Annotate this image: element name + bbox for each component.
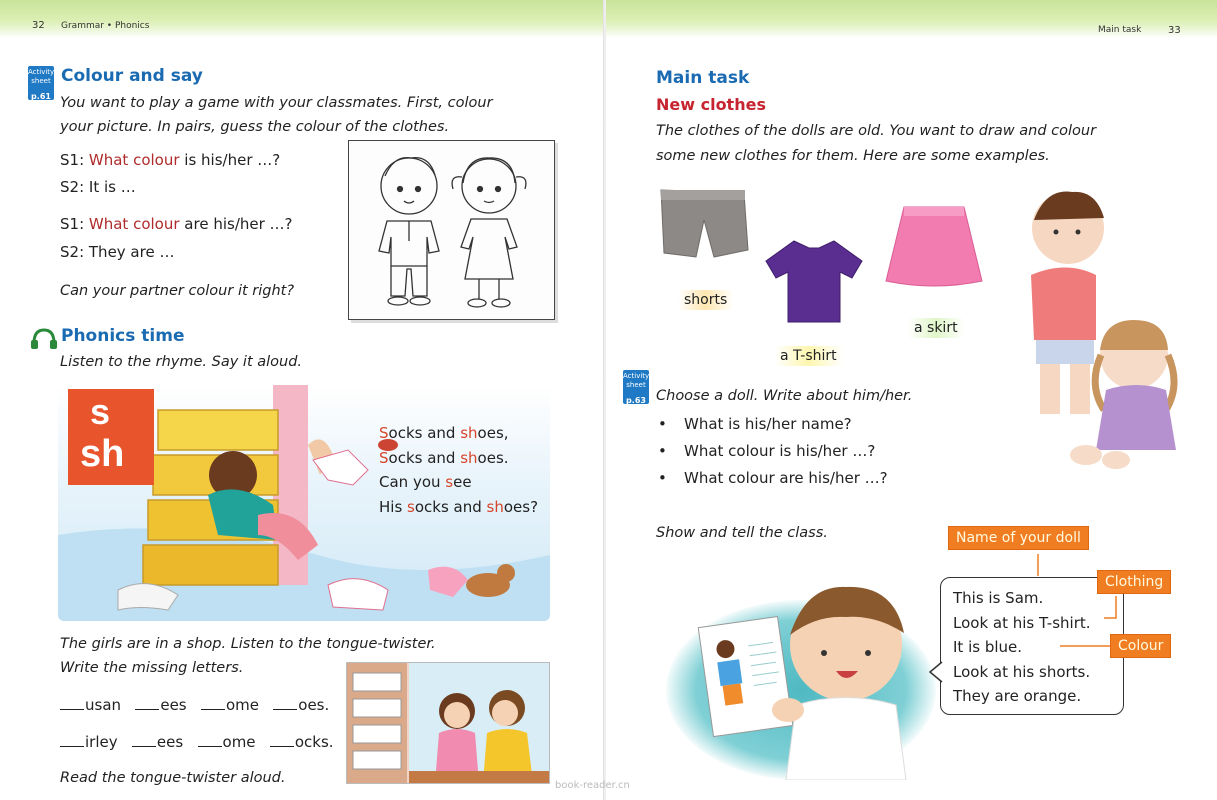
speech-line-1: This is Sam.: [953, 589, 1044, 607]
question-list: [656, 411, 888, 492]
tag-colour: Colour: [1110, 634, 1171, 658]
tongue-twister-instruction-2: Write the missing letters.: [60, 660, 244, 676]
main-task-instruction-1: The clothes of the dolls are old. You want to draw and colour: [656, 123, 1097, 139]
speaker-label: S1:: [60, 151, 85, 169]
right-page-number: 33: [1168, 25, 1181, 36]
skirt-icon: [884, 203, 984, 288]
shorts-label: shorts: [678, 290, 733, 310]
speaker-label: S2:: [60, 243, 85, 261]
right-section-label: Main task: [1098, 25, 1142, 35]
colouring-picture: [348, 140, 555, 320]
speech-bubble-tail: [928, 660, 944, 684]
headphones-icon: [30, 327, 58, 349]
badge-page-text: p.63: [626, 396, 646, 405]
question-item: • What colour are his/her …?: [656, 465, 888, 492]
dialogue-highlight: What colour: [88, 151, 180, 169]
rhyme-line-4: His socks and shoes?: [379, 497, 539, 516]
blank-input[interactable]: [273, 709, 297, 710]
main-task-subtitle: New clothes: [656, 95, 766, 114]
colour-and-say-question: Can your partner colour it right?: [60, 283, 295, 299]
right-page: [606, 0, 1217, 800]
tongue-twister-final: Read the tongue-twister aloud.: [60, 770, 286, 786]
left-page: [0, 0, 604, 800]
speech-line-3: It is blue.: [953, 638, 1023, 656]
speech-line-4: Look at his shorts.: [953, 662, 1091, 681]
left-section-label: Grammar • Phonics: [61, 21, 150, 31]
rhyme-line-2: Socks and shoes.: [379, 448, 509, 467]
tag-clothing: Clothing: [1097, 570, 1171, 594]
blank-input[interactable]: [60, 746, 84, 747]
left-page-number: 32: [32, 20, 45, 31]
phonics-time-instruction: Listen to the rhyme. Say it aloud.: [60, 354, 303, 370]
blank-input[interactable]: [270, 746, 294, 747]
activity-sheet-badge-2: [623, 370, 649, 404]
dialogue-line-3: [60, 215, 293, 233]
show-tell-instruction: Show and tell the class.: [656, 525, 828, 541]
watermark: book-reader.cn: [555, 780, 630, 791]
question-item: • What colour is his/her …?: [656, 438, 888, 465]
choose-doll-instruction: Choose a doll. Write about him/her.: [656, 388, 913, 404]
tshirt-label: a T-shirt: [774, 346, 843, 366]
phonics-letter-card: [68, 389, 154, 485]
dialogue-rest: They are …: [84, 243, 175, 261]
blank-input[interactable]: [132, 746, 156, 747]
badge-page-text: p.61: [31, 92, 51, 101]
badge-top-text: Activity sheet: [623, 372, 650, 389]
left-header-band: [0, 0, 604, 38]
tshirt-icon: [764, 236, 864, 326]
activity-sheet-badge: [28, 66, 54, 100]
dialogue-rest: are his/her …?: [179, 215, 293, 233]
dialogue-line-1: [60, 151, 280, 169]
dialogue-highlight: What colour: [88, 215, 180, 233]
dialogue-line-2: [60, 178, 136, 196]
blank-input[interactable]: [60, 709, 84, 710]
speaker-label: S1:: [60, 215, 85, 233]
main-task-title: Main task: [656, 68, 750, 88]
letters-sh: sh: [80, 433, 125, 475]
speaker-label: S2:: [60, 178, 85, 196]
badge-top-text: Activity sheet: [28, 68, 55, 85]
skirt-label: a skirt: [908, 318, 964, 338]
colour-and-say-title: Colour and say: [61, 66, 203, 86]
line-art-kids-illustration: [349, 141, 554, 319]
blank-input[interactable]: [135, 709, 159, 710]
speech-line-2: Look at his T-shirt.: [953, 613, 1091, 632]
tongue-twister-instruction-1: The girls are in a shop. Listen to the tongue-twister.: [60, 636, 436, 652]
tongue-twister-row-2: irley ees ome ocks.: [60, 733, 334, 751]
rhyme-line-1: Socks and shoes,: [379, 424, 509, 442]
blank-input[interactable]: [201, 709, 225, 710]
colour-and-say-instruction-2: your picture. In pairs, guess the colour of the clothes.: [60, 119, 450, 135]
shorts-icon: [656, 185, 751, 265]
tag-name-of-doll: Name of your doll: [948, 526, 1089, 550]
rhyme-text: [379, 421, 538, 519]
boy-presenting-illustration: [696, 575, 956, 780]
blank-input[interactable]: [198, 746, 222, 747]
rhyme-line-3: Can you see: [379, 473, 472, 491]
letter-s: s: [90, 391, 111, 432]
dialogue-line-4: [60, 243, 174, 261]
phonics-time-title: Phonics time: [61, 326, 185, 346]
question-item: • What is his/her name?: [656, 411, 888, 438]
main-task-instruction-2: some new clothes for them. Here are some examples.: [656, 148, 1050, 164]
dialogue-rest: is his/her …?: [179, 151, 281, 169]
girls-shop-illustration: [347, 663, 549, 783]
dolls-illustration: [1016, 180, 1206, 470]
tongue-twister-row-1: usan ees ome oes.: [60, 696, 329, 714]
colour-and-say-instruction-1: You want to play a game with your classmates. First, colour: [60, 95, 493, 111]
shop-illustration: [346, 662, 550, 784]
dialogue-rest: It is …: [84, 178, 136, 196]
speech-line-5: They are orange.: [953, 687, 1082, 705]
